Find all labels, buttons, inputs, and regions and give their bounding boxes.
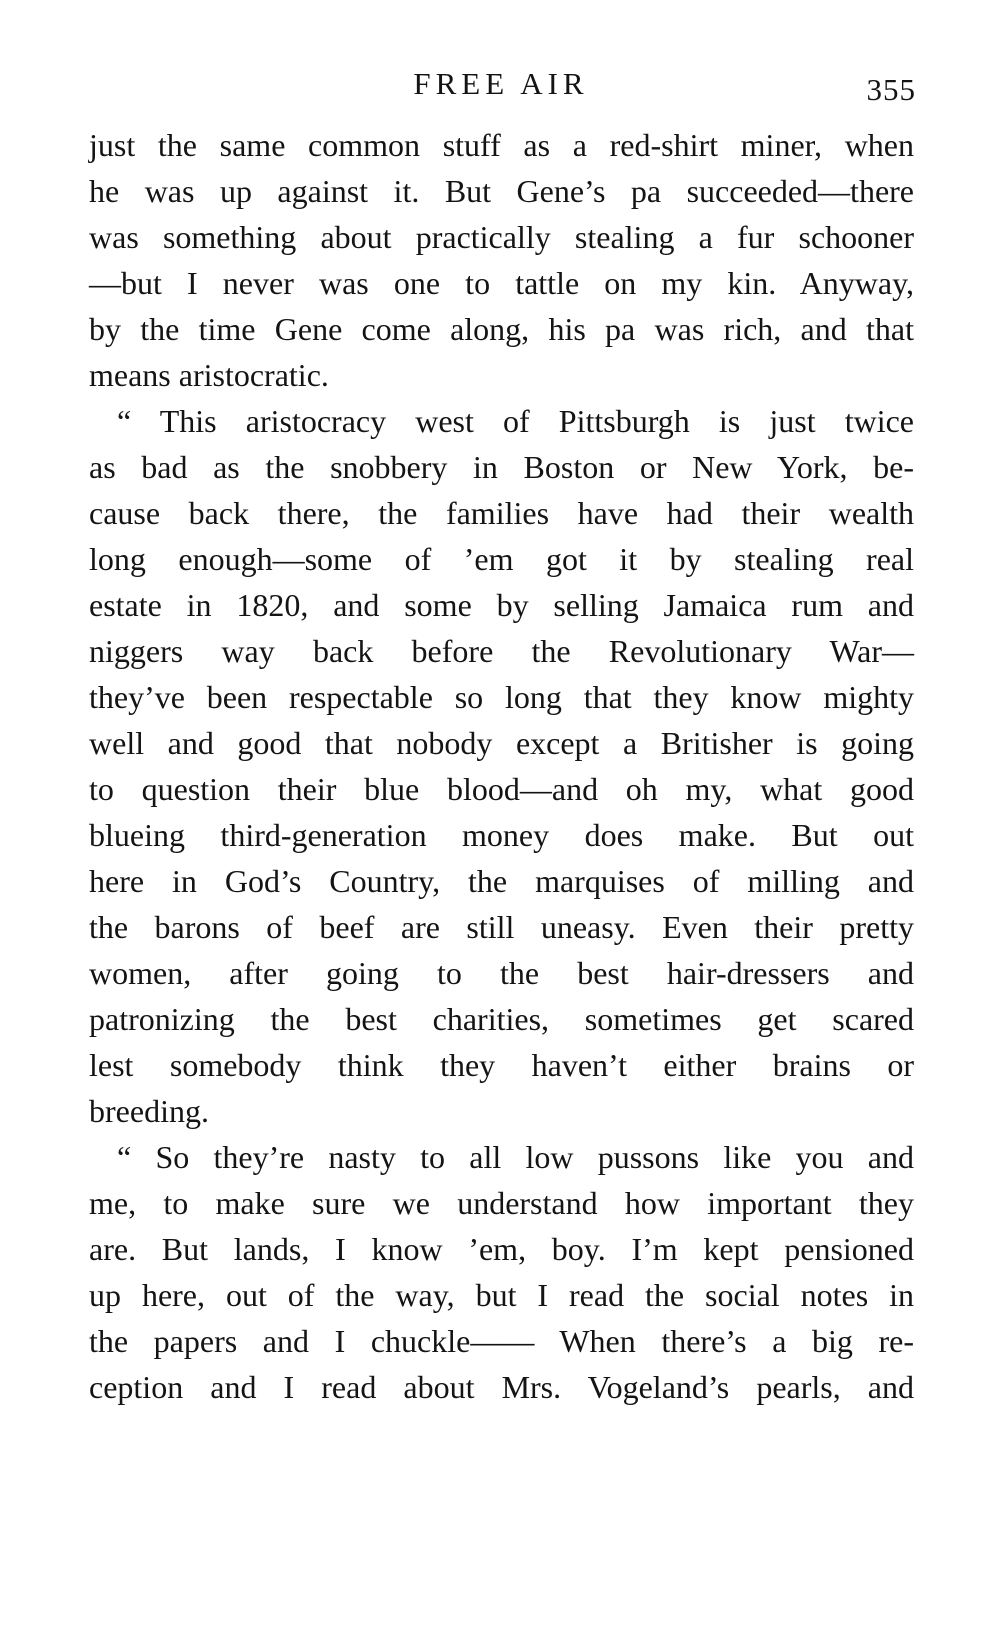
text-line: they’ve been respectable so long that they know mighty xyxy=(89,679,914,715)
text-line: well and good that nobody except a Britisher is going xyxy=(89,725,914,761)
text-line: the barons of beef are still uneasy. Even their pretty xyxy=(89,909,914,945)
text-line: he was up against it. But Gene’s pa succeeded—there xyxy=(89,173,914,209)
text-line: niggers way back before the Revolutionary War— xyxy=(89,633,914,669)
text-line: up here, out of the way, but I read the social notes in xyxy=(89,1277,914,1313)
text-line: women, after going to the best hair-dressers and xyxy=(89,955,914,991)
text-line: the papers and I chuckle—— When there’s a big re- xyxy=(89,1323,914,1359)
text-line: to question their blue blood—and oh my, what good xyxy=(89,771,914,807)
text-line: blueing third-generation money does make. But out xyxy=(89,817,914,853)
text-line: “ So they’re nasty to all low pussons like you and xyxy=(117,1139,914,1175)
page-number: 355 xyxy=(866,72,916,107)
text-line: me, to make sure we understand how important they xyxy=(89,1185,914,1221)
text-line: means aristocratic. xyxy=(89,357,329,393)
body-text xyxy=(89,122,914,1410)
text-line: long enough—some of ’em got it by stealing real xyxy=(89,541,914,577)
text-line: estate in 1820, and some by selling Jamaica rum and xyxy=(89,587,914,623)
paragraph-3 xyxy=(89,1134,914,1410)
text-line: “ This aristocracy west of Pittsburgh is just twice xyxy=(117,403,914,439)
text-line: as bad as the snobbery in Boston or New York, be- xyxy=(89,449,914,485)
running-head xyxy=(86,62,916,106)
text-line: patronizing the best charities, sometimes get scared xyxy=(89,1001,914,1037)
text-line: lest somebody think they haven’t either brains or xyxy=(89,1047,914,1083)
text-line: are. But lands, I know ’em, boy. I’m kept pensioned xyxy=(89,1231,914,1267)
text-line: by the time Gene come along, his pa was rich, and that xyxy=(89,311,914,347)
paragraph-1 xyxy=(89,122,914,398)
book-title: FREE AIR xyxy=(413,66,589,101)
text-line: here in God’s Country, the marquises of milling and xyxy=(89,863,914,899)
text-line: cause back there, the families have had their wealth xyxy=(89,495,914,531)
text-line: just the same common stuff as a red-shirt miner, when xyxy=(89,127,914,163)
text-line: breeding. xyxy=(89,1093,209,1129)
text-line: was something about practically stealing a fur schooner xyxy=(89,219,914,255)
text-line: ception and I read about Mrs. Vogeland’s pearls, and xyxy=(89,1369,914,1405)
paragraph-2 xyxy=(89,398,914,1134)
text-line: —but I never was one to tattle on my kin. Anyway, xyxy=(89,265,914,301)
